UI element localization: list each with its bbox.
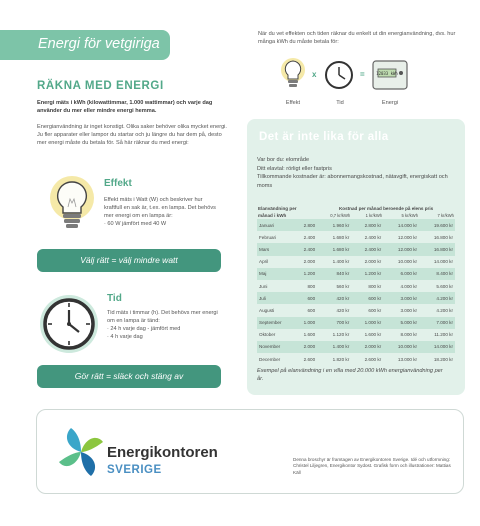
month-cell: Oktober	[257, 329, 295, 341]
cost-cell: 6.000 kr	[383, 268, 419, 280]
cost-cell: 1.120 kr	[317, 329, 351, 341]
tid-bullet-2: · 4 h varje dag	[107, 334, 143, 340]
kwh-cell: 2.000	[295, 256, 317, 268]
cost-cell: 1.400 kr	[317, 341, 351, 353]
table-row	[257, 353, 455, 365]
panel-title: Det är inte lika för alla	[259, 131, 389, 143]
month-cell: April	[257, 256, 295, 268]
condition-area: Var bor du: elområde	[257, 157, 310, 163]
kwh-cell: 1.200	[295, 268, 317, 280]
col-month-header-a: Elanvändning per	[258, 206, 297, 211]
month-cell: Juli	[257, 292, 295, 304]
cost-cell: 2.800 kr	[351, 219, 383, 231]
small-clock-icon	[324, 60, 354, 95]
cost-cell: 10.000 kr	[383, 341, 419, 353]
banner-choose-right	[37, 249, 221, 272]
lead-text: Energi mäts i kWh (kilowattimmar, 1.000 wattimmar) och varje dag använder du mer eller mindre energi hemma.	[37, 100, 213, 114]
cost-cell: 600 kr	[351, 292, 383, 304]
month-cell: Februari	[257, 231, 295, 243]
example-note: Exempel på elanvändning i en villa med 20.000 kWh energianvändning per år.	[257, 368, 443, 382]
col-month-header-b: månad i kWh	[258, 213, 287, 218]
table-row	[257, 292, 455, 304]
cost-cell: 2.000 kr	[351, 256, 383, 268]
section-heading: RÄKNA MED ENERGI	[37, 80, 164, 92]
cost-cell: 1.600 kr	[351, 329, 383, 341]
cost-cell: 2.400 kr	[351, 231, 383, 243]
cost-cell: 1.200 kr	[351, 268, 383, 280]
kwh-cell: 1.000	[295, 317, 317, 329]
intro-section	[37, 80, 227, 147]
cost-panel	[247, 119, 465, 395]
cost-cell: 18.200 kr	[419, 353, 455, 365]
effekt-bullet: · 60 W jämfört med 40 W	[104, 221, 167, 227]
footer-box	[36, 409, 464, 494]
table-row	[257, 243, 455, 255]
month-cell: Juni	[257, 280, 295, 292]
cost-cell: 2.600 kr	[351, 353, 383, 365]
table-row	[257, 231, 455, 243]
formula-intro: När du vet effekten och tiden räknar du enkelt ut din energianvändning, dvs. hur många kWh du måste betala för:	[258, 31, 456, 45]
tid-title: Tid	[107, 293, 122, 304]
cost-cell: 1.400 kr	[317, 256, 351, 268]
cost-cell: 2.000 kr	[351, 341, 383, 353]
banner-choose-right-text: Välj rätt = välj mindre watt	[80, 255, 178, 265]
cost-cell: 4.200 kr	[419, 304, 455, 316]
cost-cell: 16.800 kr	[419, 231, 455, 243]
energikontoren-logo-icon	[57, 424, 105, 485]
month-cell: Augusti	[257, 304, 295, 316]
month-cell: Januari	[257, 219, 295, 231]
cost-cell: 7.000 kr	[419, 317, 455, 329]
electricity-meter-icon	[372, 60, 408, 95]
kwh-cell: 2.400	[295, 243, 317, 255]
cost-table	[257, 205, 455, 365]
energy-formula	[276, 58, 416, 113]
cost-cell: 2.400 kr	[351, 243, 383, 255]
cost-cell: 14.000 kr	[383, 219, 419, 231]
cost-cell: 840 kr	[317, 268, 351, 280]
table-row	[257, 341, 455, 353]
table-row	[257, 268, 455, 280]
cost-cell: 700 kr	[317, 317, 351, 329]
energi-label: Energi	[381, 100, 399, 106]
effekt-description: Effekt mäts i Watt (W) och beskriver hur kraftfull en sak är, t.ex. en lampa. Det behövs mer energi om en lampa är:	[104, 197, 216, 219]
condition-contract: Ditt elavtal: rörligt eller fastpris	[257, 165, 332, 172]
cost-cell: 4.200 kr	[419, 292, 455, 304]
effekt-text	[104, 196, 222, 228]
price-header: 5 kr/kWh	[401, 213, 419, 218]
brand-name: Energikontoren	[107, 444, 218, 461]
meter-reading: 12033 kWh	[376, 71, 398, 76]
month-cell: Maj	[257, 268, 295, 280]
effekt-title: Effekt	[104, 178, 132, 189]
kwh-cell: 800	[295, 280, 317, 292]
kwh-cell: 1.600	[295, 329, 317, 341]
price-header: 0,7 kr/kWh	[330, 213, 351, 218]
cost-cell: 16.800 kr	[419, 243, 455, 255]
price-header: 1 kr/kWh	[365, 213, 383, 218]
times-operator: x	[312, 70, 317, 79]
cost-cell: 800 kr	[351, 280, 383, 292]
lightbulb-icon	[44, 174, 100, 243]
credits-text: Denna broschyr är framtagen av Energikontoren Sverige. Idé och utformning: Christel Liljegren, Energikontor Sydost. Grafisk form och illustrationer: Mattias Käll	[293, 457, 451, 475]
cost-cell: 19.600 kr	[419, 219, 455, 231]
cost-cell: 3.000 kr	[383, 304, 419, 316]
kwh-cell: 600	[295, 292, 317, 304]
cost-cell: 8.400 kr	[419, 268, 455, 280]
month-cell: November	[257, 341, 295, 353]
cost-cell: 8.000 kr	[383, 329, 419, 341]
cost-cell: 600 kr	[351, 304, 383, 316]
cost-cell: 14.000 kr	[419, 256, 455, 268]
cost-cell: 11.200 kr	[419, 329, 455, 341]
table-row	[257, 256, 455, 268]
intro-text: Energianvändning är inget konstigt. Olika saker behöver olika mycket energi. Ju fler apparater eller lampor du startar och ju längre du har dem på, desto mer energi måste du betala för. Så här räknar du med energi:	[37, 124, 227, 146]
kwh-cell: 2.600	[295, 353, 317, 365]
cost-cell: 4.000 kr	[383, 280, 419, 292]
table-row	[257, 219, 455, 231]
cost-cell: 12.000 kr	[383, 243, 419, 255]
table-row	[257, 280, 455, 292]
month-cell: September	[257, 317, 295, 329]
cost-cell: 1.960 kr	[317, 219, 351, 231]
banner-do-right	[37, 365, 221, 388]
col-group-header: Kostnad per månad beroende på elens pris	[338, 206, 434, 211]
table-row	[257, 329, 455, 341]
kwh-cell: 600	[295, 304, 317, 316]
cost-cell: 14.000 kr	[419, 341, 455, 353]
clock-icon	[37, 292, 101, 361]
banner-do-right-text: Gör rätt = släck och stäng av	[74, 371, 184, 381]
cost-cell: 5.000 kr	[383, 317, 419, 329]
table-row	[257, 304, 455, 316]
tid-description: Tid mäts i timmar (h). Det behövs mer energi om en lampa är tänd:	[107, 310, 218, 324]
title-bar	[0, 30, 170, 60]
cost-cell: 1.820 kr	[317, 353, 351, 365]
page-title: Energi för vetgiriga	[38, 36, 160, 52]
cost-cell: 3.000 kr	[383, 292, 419, 304]
tid-bullet-1: · 24 h varje dag - jämfört med	[107, 326, 181, 332]
cost-cell: 420 kr	[317, 304, 351, 316]
effekt-label: Effekt	[285, 100, 301, 106]
tid-label: Tid	[336, 100, 344, 106]
cost-cell: 5.600 kr	[419, 280, 455, 292]
month-cell: December	[257, 353, 295, 365]
cost-cell: 560 kr	[317, 280, 351, 292]
cost-table-body	[257, 219, 455, 365]
cost-cell: 420 kr	[317, 292, 351, 304]
kwh-cell: 2.800	[295, 219, 317, 231]
cost-cell: 10.000 kr	[383, 256, 419, 268]
cost-cell: 12.000 kr	[383, 231, 419, 243]
month-cell: Mars	[257, 243, 295, 255]
cost-cell: 1.680 kr	[317, 231, 351, 243]
panel-conditions	[257, 156, 457, 190]
table-row	[257, 317, 455, 329]
cost-cell: 13.000 kr	[383, 353, 419, 365]
price-header: 7 kr/kWh	[437, 213, 454, 218]
cost-cell: 1.000 kr	[351, 317, 383, 329]
cost-cell: 1.680 kr	[317, 243, 351, 255]
condition-costs: Tillkommande kostnader är: abonnemangskostnad, nätavgift, energiskatt och moms	[257, 174, 448, 189]
kwh-cell: 2.000	[295, 341, 317, 353]
small-lightbulb-icon	[280, 58, 306, 99]
tid-text	[107, 309, 225, 341]
brand-country: SVERIGE	[107, 464, 162, 476]
kwh-cell: 2.400	[295, 231, 317, 243]
equals-operator: =	[360, 70, 365, 79]
